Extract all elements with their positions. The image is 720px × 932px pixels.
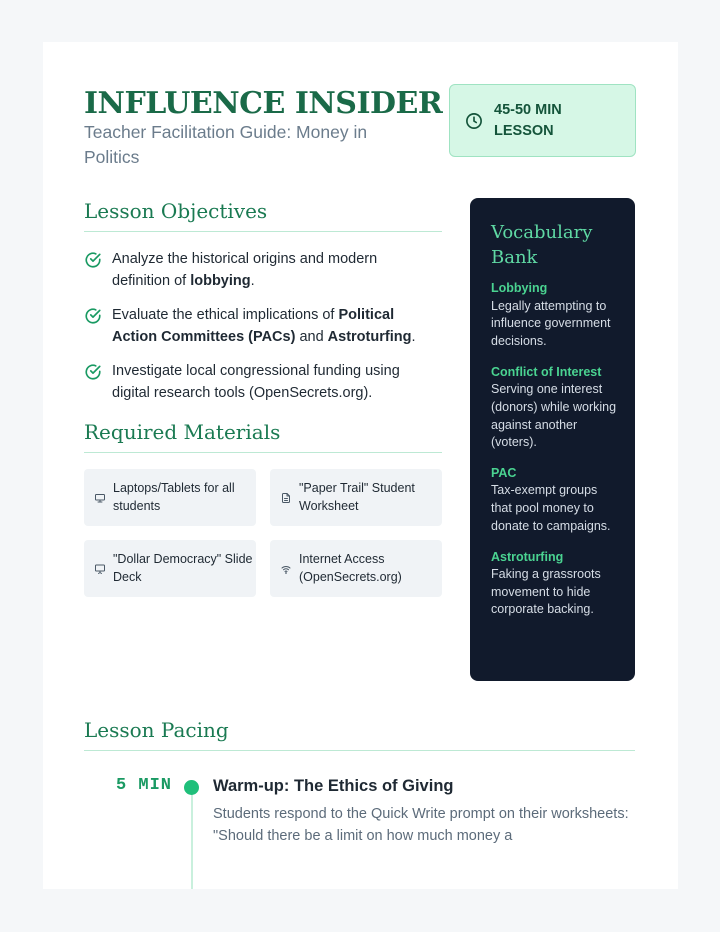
vocabulary-term (491, 549, 621, 620)
objectives-heading: Lesson Objectives (84, 199, 442, 232)
document-icon (280, 492, 292, 504)
objective-text: Evaluate the ethical implications of Political Action Committees (PACs) and Astroturfing. (112, 307, 416, 345)
term-definition: Serving one interest (donors) while working against another (voters). (491, 382, 617, 450)
material-label: Internet Access (OpenSecrets.org) (299, 552, 402, 584)
term-definition: Faking a grassroots movement to hide corporate backing. (491, 567, 601, 617)
step-description: Students respond to the Quick Write prompt on their worksheets: "Should there be a limit on how much money a (213, 806, 629, 844)
term-name: Conflict of Interest (491, 364, 602, 379)
term-definition: Tax-exempt groups that pool money to donate to campaigns. (491, 483, 611, 533)
objective-text: Investigate local congressional funding using digital research tools (OpenSecrets.org). (112, 363, 400, 401)
guide-page (43, 42, 678, 889)
step-title: Warm-up: The Ethics of Giving (213, 777, 454, 795)
material-label: Laptops/Tablets for all students (113, 481, 235, 513)
material-card (270, 469, 442, 526)
term-name: Lobbying (491, 281, 548, 295)
pacing-heading: Lesson Pacing (84, 718, 635, 751)
vocabulary-term (491, 364, 621, 452)
duration-badge (449, 84, 636, 157)
material-label: "Paper Trail" Student Worksheet (299, 481, 415, 513)
material-label: "Dollar Democracy" Slide Deck (113, 552, 253, 584)
page-subtitle: Teacher Facilitation Guide: Money in Politics (84, 122, 368, 167)
term-name: Astroturfing (491, 549, 564, 564)
materials-heading: Required Materials (84, 420, 442, 453)
vocabulary-title: Vocabulary Bank (491, 222, 593, 268)
materials-grid (84, 469, 442, 597)
check-circle-icon (84, 363, 102, 381)
term-definition: Legally attempting to influence government decisions. (491, 298, 611, 348)
material-card (270, 540, 442, 597)
check-circle-icon (84, 307, 102, 325)
vocabulary-term (491, 280, 621, 351)
vocabulary-term (491, 465, 621, 536)
objective-item (84, 360, 429, 404)
material-card (84, 540, 256, 597)
objective-item (84, 304, 429, 348)
brand-title: INFLUENCE INSIDER (84, 86, 443, 121)
vocabulary-terms (491, 280, 621, 619)
clock-icon (465, 112, 483, 130)
objectives-list (84, 248, 429, 416)
check-circle-icon (84, 251, 102, 269)
wifi-icon (280, 563, 292, 575)
term-name: PAC (491, 465, 517, 480)
objective-item (84, 248, 429, 292)
presentation-icon (94, 563, 106, 575)
objective-text: Analyze the historical origins and modern definition of lobbying. (112, 251, 378, 289)
laptop-icon (94, 492, 106, 504)
timeline-dot (184, 780, 199, 795)
step-duration: 5 MIN (116, 776, 173, 795)
timeline-line (191, 787, 193, 889)
pacing-timeline (43, 767, 678, 889)
duration-label: 45-50 MIN LESSON (494, 101, 562, 139)
material-card (84, 469, 256, 526)
vocabulary-bank (470, 198, 635, 681)
